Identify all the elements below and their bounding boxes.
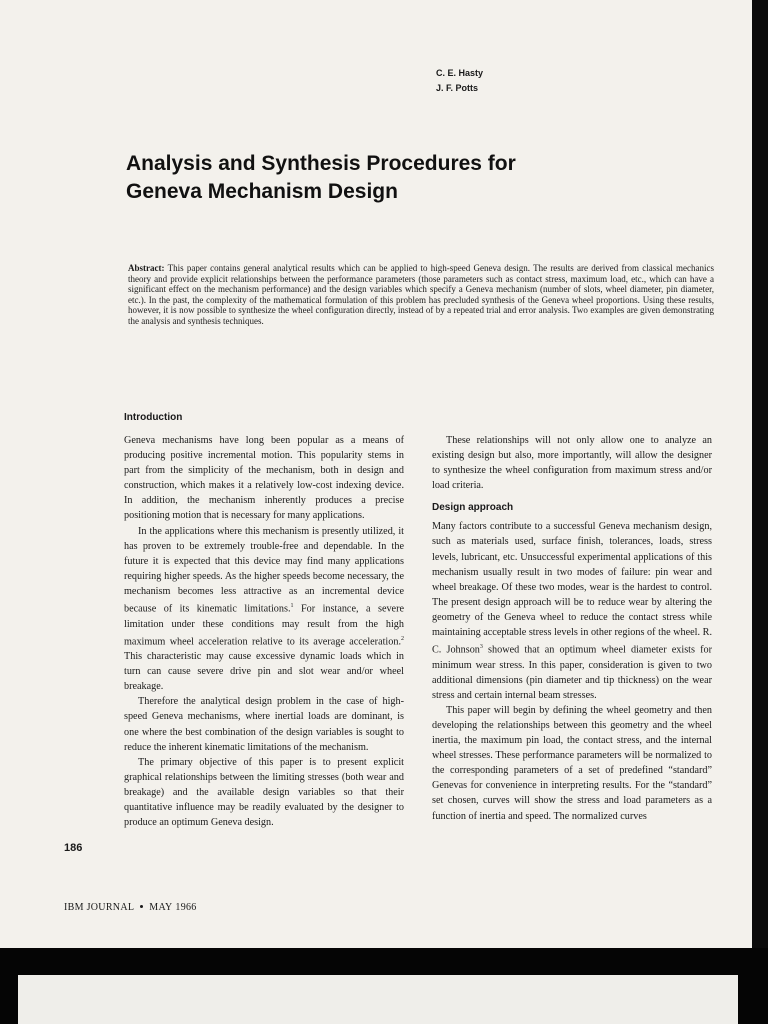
left-column: [124, 433, 404, 830]
author-name: C. E. Hasty: [436, 68, 484, 78]
design-approach-heading: Design approach: [432, 502, 514, 514]
paper-title: [126, 150, 686, 206]
author-list: [436, 66, 483, 96]
bullet-separator: [140, 905, 143, 908]
introduction-heading: Introduction: [124, 412, 183, 423]
paragraph: Many factors contribute to a successful Geneva mechanism design, such as materials used, surface finish, tolerances, loads, stress levels, lubricant, etc. Unsuccessful experimental applications of this mechanism usually result in two modes of failure: pin wear and wheel breakage. Of these two modes, wear is the hardest to control. The present design approach will be to reduce wear by altering the geometry of the Geneva wheel to reduce the contact stress while maintaining acceptable stress levels in other regions of the wheel. R. C. Johnson$^3$ showed that an optimum wheel diameter exists for minimum wear stress. In this paper, consideration is given to two additional dimensions (pin diameter and tip thickness) on the wear stress and certain internal beam stresses.: [432, 521, 712, 701]
title-line: Analysis and Synthesis Procedures for: [126, 152, 516, 175]
issue-year: 1966: [175, 902, 197, 913]
abstract-text: This paper contains general analytical results which can be applied to high-speed Geneva design. The results are derived from classical mechanics theory and provide explicit relationships between the performance parameters (those parameters such as contact stress, maximum load, etc., which can have a significant effect on the mechanism performance) and the design variables which specify a Geneva mechanism (number of slots, wheel diameter, pin diameter, etc.). In the past, the complexity of the mathematical formulation of this problem has precluded synthesis of the Geneva wheel proportions. Using these results, however, it is now possible to synthesize the wheel configuration directly, instead of by a repeated trial and error analysis. Two examples are given demonstrating the analysis and synthesis techniques.: [128, 263, 714, 326]
abstract: [128, 263, 714, 327]
paragraph: Geneva mechanisms have long been popular as a means of producing positive incremental motion. This popularity stems in part from the simplicity of the mechanism, both in design and construction, which makes it a relatively low-cost indexing device. In addition, the mechanism inherently produces a precise positioning motion that is necessary for many applications.: [124, 435, 404, 522]
paragraph: The primary objective of this paper is to present explicit graphical relationships between the limiting stresses (both wear and breakage) and the available design variables so that their quantitative influence may be readily evaluated by the designer to produce an optimum Geneva design.: [124, 756, 404, 829]
page-number: 186: [64, 842, 83, 854]
journal-name: IBM JOURNAL: [64, 902, 135, 913]
citation-ref: 3: [479, 644, 483, 651]
citation-ref: 1: [290, 603, 294, 610]
paragraph: This paper will begin by defining the wheel geometry and then developing the relationships between this geometry and the wheel inertia, the maximum pin load, the contact stress, and the internal wheel stresses. These performance parameters will be normalized to the corresponding parameters of a set of predefined “standard” Genevas for convenience in interpreting results. For the “standard” set chosen, curves will show the stress and load parameters as a function of inertia and speed. The normalized curves: [432, 704, 712, 822]
author-name: J. F. Potts: [436, 83, 479, 93]
right-column: [432, 433, 712, 824]
abstract-label: Abstract:: [128, 263, 165, 273]
paragraph: In the applications where this mechanism is presently utilized, it has proven to be extremely trouble-free and dependable. In the future it is expected that this device may find many applications requiring higher speeds. As the higher speeds become necessary, the mechanism becomes less attractive as an incremental device because of its kinematic limitations.$^1$ For instance, a severe limitation under these conditions may result from the high maximum wheel acceleration relative to its average acceleration.$^2$ This characteristic may cause excessive dynamic loads which in turn can cause severe drive pin and slot wear and/or wheel breakage.: [124, 525, 404, 693]
issue-month: MAY: [149, 902, 173, 913]
citation-ref: 2: [401, 635, 404, 642]
journal-footer: [64, 902, 197, 913]
scan-next-page-edge: [18, 975, 738, 1024]
title-line: Geneva Mechanism Design: [126, 180, 398, 203]
paragraph: Therefore the analytical design problem in the case of high-speed Geneva mechanisms, where inertial loads are dominant, is one where the best combination of the design variables is sought to reduce the inherent kinematic limitations of the mechanism.: [124, 696, 404, 753]
paragraph: These relationships will not only allow one to analyze an existing design but also, more importantly, will allow the designer to synthesize the wheel configuration from maximum stress and/or load criteria.: [432, 435, 712, 492]
